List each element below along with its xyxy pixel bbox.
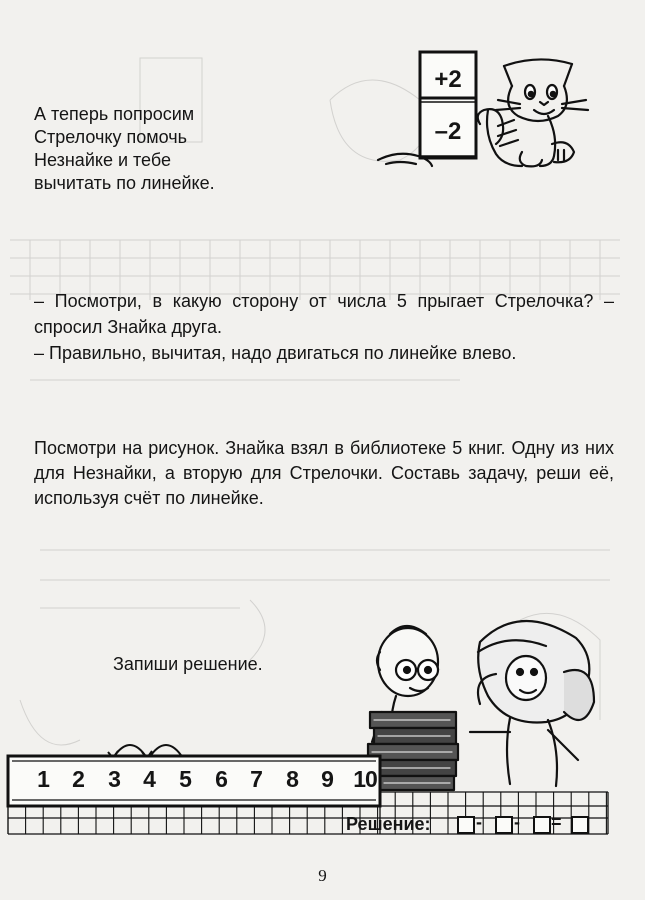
ruler-number: 8 [286,766,298,792]
card-plus-two: +2 [434,66,462,93]
dialog-line-question: – Посмотри, в какую сторону от числа 5 прыгает Стрелочка? – спросил Знайка друга. [34,291,614,337]
answer-box[interactable] [458,817,474,833]
ruler-number: 5 [179,766,191,792]
ruler-number: 2 [72,766,84,792]
intro-line: вычитать по линейке. [34,173,215,193]
dialog-text [34,288,614,366]
minus-sign: - [514,812,520,832]
answer-box[interactable] [496,817,512,833]
intro-text [34,103,334,195]
answer-box[interactable] [572,817,588,833]
answer-box[interactable] [534,817,550,833]
minus-sign: - [476,812,482,832]
ruler-number: 3 [108,766,120,792]
intro-line: Незнайке и тебе [34,150,171,170]
equals-sign: = [551,812,562,832]
ruler-number: 6 [215,766,227,792]
ruler-number: 9 [321,766,333,792]
intro-line: А теперь попросим [34,104,195,124]
cat-illustration [372,52,607,174]
ruler-number: 7 [250,766,262,792]
ruler-number: 4 [143,766,155,792]
card-minus-two: –2 [434,118,462,145]
ruler-number: 10 [353,766,377,792]
write-solution-prompt: Запиши решение. [113,654,263,674]
intro-line: Стрелочку помочь [34,127,187,147]
ruler-number: 1 [37,766,49,792]
dialog-line-answer: – Правильно, вычитая, надо двигаться по линейке влево. [34,343,517,363]
solution-label: Решение: [346,814,431,834]
page-number: 9 [318,866,327,885]
task-text: Посмотри на рисунок. Знайка взял в библиотеке 5 книг. Одну из них для Незнайки, а вторую для Стрелочки. Составь задачу, реши её, используя счёт по линейке. [34,438,614,508]
